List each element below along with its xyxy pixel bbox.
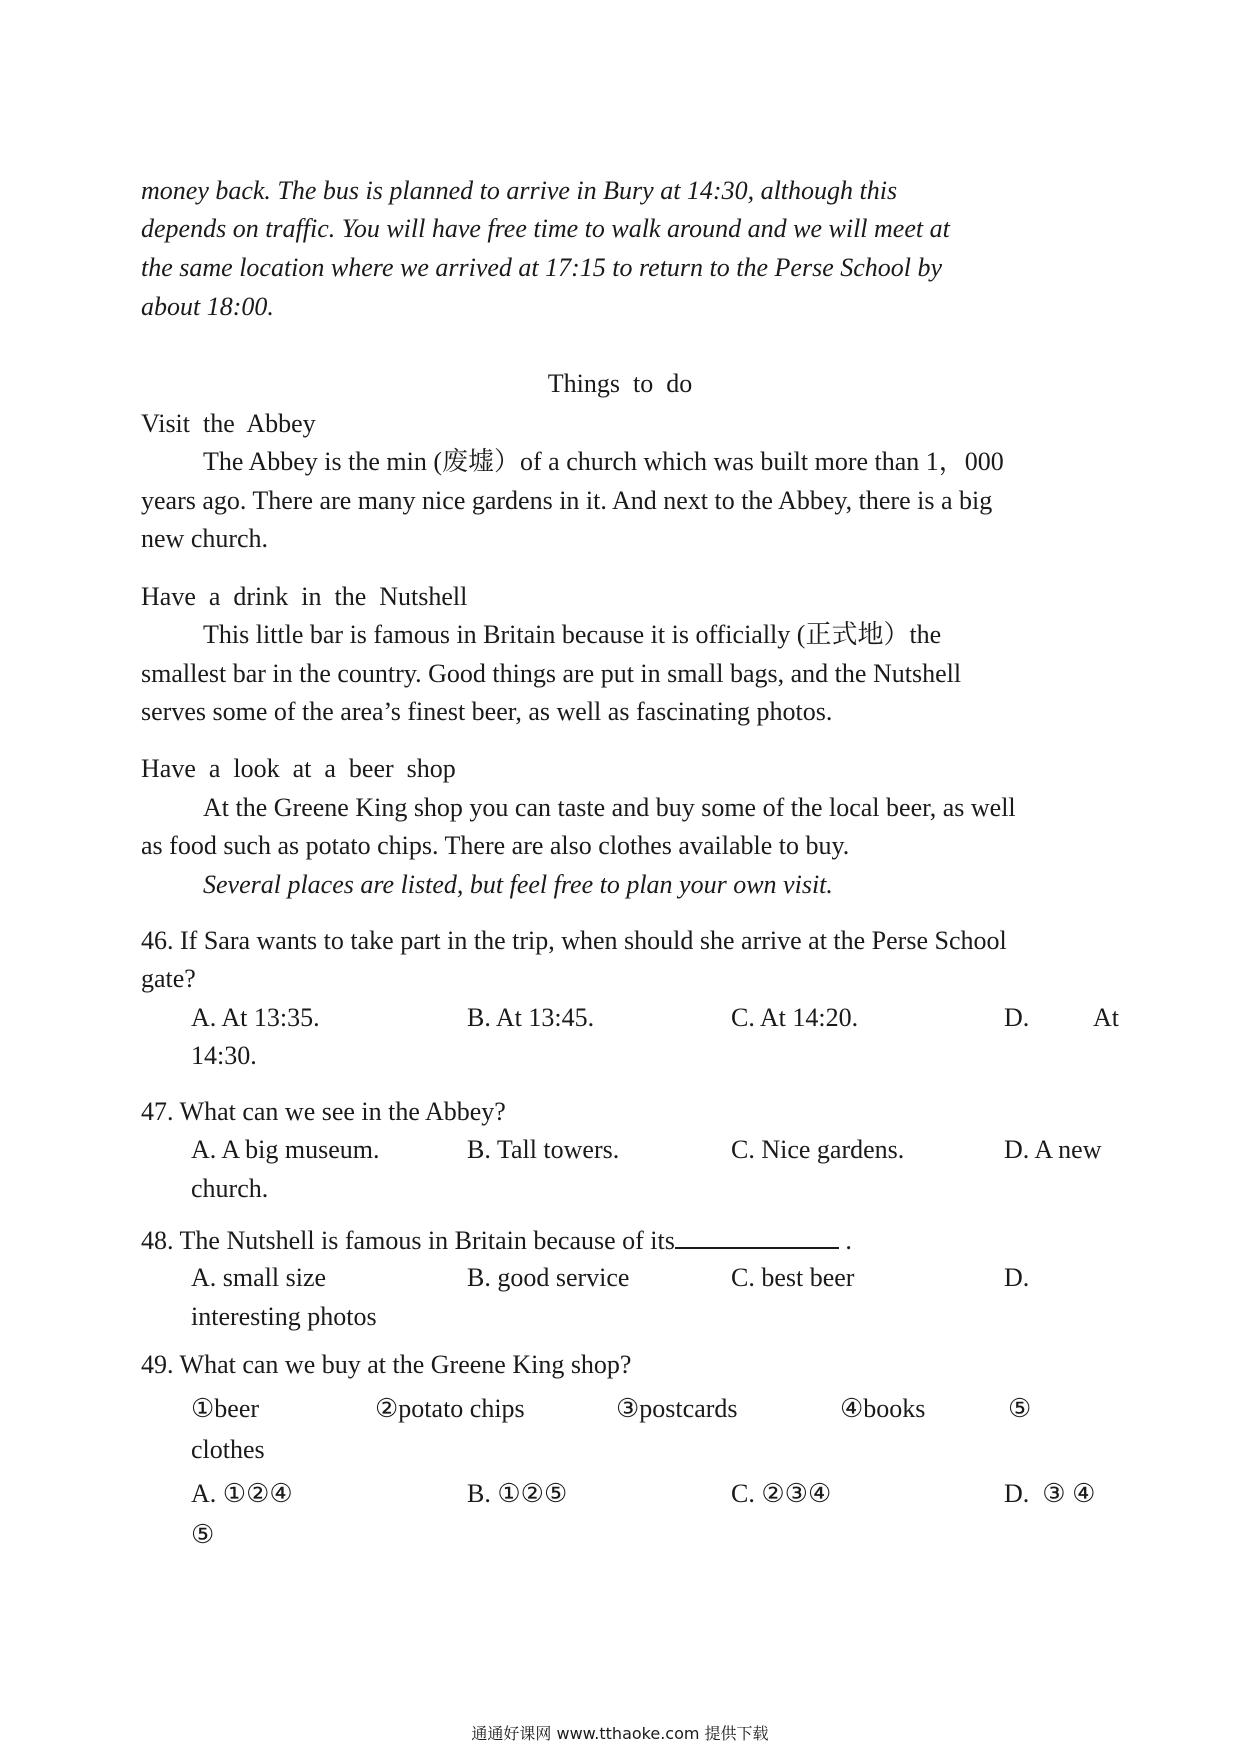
abbey-line-1: The Abbey is the min (废墟）of a church which was built more than 1，000 [203, 447, 1004, 476]
q47-option-a: A. A big museum. [191, 1135, 380, 1164]
q49-option-a: A. ①②④ [191, 1479, 293, 1508]
q46-option-b: B. At 13:45. [467, 1003, 595, 1032]
nutshell-line-2: smallest bar in the country. Good things are put in small bags, and the Nutshell [141, 659, 962, 688]
q46-stem-line-2: gate? [141, 964, 196, 993]
q49-option-d: D. ③ ④ [1004, 1479, 1096, 1508]
q46-option-d-rest: At [1093, 1003, 1119, 1032]
nutshell-line-1: This little bar is famous in Britain because it is officially (正式地）the [203, 620, 942, 649]
intro-line-4: about 18:00. [141, 292, 274, 321]
q48-option-d: D. [1004, 1263, 1030, 1292]
q47-option-d-cont: church. [191, 1174, 269, 1203]
q48-stem-end: . [845, 1226, 852, 1255]
q49-option-b: B. ①②⑤ [467, 1479, 568, 1508]
abbey-line-2: years ago. There are many nice gardens in it. And next to the Abbey, there is a big [141, 486, 993, 515]
q49-option-c: C. ②③④ [731, 1479, 832, 1508]
q46-option-a: A. At 13:35. [191, 1003, 320, 1032]
intro-line-2: depends on traffic. You will have free time to walk around and we will meet at [141, 214, 950, 243]
abbey-heading: Visit the Abbey [141, 409, 316, 438]
q46-stem-line-1: 46. If Sara wants to take part in the trip, when should she arrive at the Perse School [141, 926, 1007, 955]
q48-stem-text: 48. The Nutshell is famous in Britain because of its [141, 1226, 675, 1255]
q48-answer-blank [675, 1223, 839, 1249]
q47-stem: 47. What can we see in the Abbey? [141, 1097, 506, 1126]
q47-option-b: B. Tall towers. [467, 1135, 620, 1164]
q49-item-2: ②potato chips [375, 1394, 525, 1423]
q49-item-5-cont: clothes [191, 1435, 265, 1464]
q48-option-b: B. good service [467, 1263, 630, 1292]
q46-option-c: C. At 14:20. [731, 1003, 859, 1032]
q49-item-3: ③postcards [616, 1394, 738, 1423]
q49-item-4: ④books [840, 1394, 926, 1423]
beer-shop-note: Several places are listed, but feel free to plan your own visit. [203, 870, 833, 899]
page-footer: 通通好课网 www.tthaoke.com 提供下载 [471, 1724, 769, 1743]
nutshell-heading: Have a drink in the Nutshell [141, 582, 468, 611]
abbey-line-3: new church. [141, 524, 269, 553]
intro-line-1: money back. The bus is planned to arrive in Bury at 14:30, although this [141, 176, 898, 205]
q46-option-d-cont: 14:30. [191, 1041, 257, 1070]
things-to-do-heading: Things to do [547, 369, 693, 398]
q49-item-1: ①beer [191, 1394, 260, 1423]
q49-option-d-cont: ⑤ [191, 1520, 215, 1549]
q49-item-5: ⑤ [1008, 1394, 1032, 1423]
q48-option-d-cont: interesting photos [191, 1302, 377, 1331]
q48-stem [141, 1223, 852, 1256]
q47-option-d: D. A new [1004, 1135, 1102, 1164]
nutshell-line-3: serves some of the area’s finest beer, as well as fascinating photos. [141, 697, 833, 726]
beer-shop-heading: Have a look at a beer shop [141, 754, 456, 783]
beer-shop-line-1: At the Greene King shop you can taste and buy some of the local beer, as well [203, 793, 1016, 822]
q47-option-c: C. Nice gardens. [731, 1135, 905, 1164]
intro-line-3: the same location where we arrived at 17:15 to return to the Perse School by [141, 253, 943, 282]
q48-option-a: A. small size [191, 1263, 327, 1292]
q49-stem: 49. What can we buy at the Greene King shop? [141, 1350, 632, 1379]
q46-option-d-prefix: D. [1004, 1003, 1030, 1032]
beer-shop-line-2: as food such as potato chips. There are also clothes available to buy. [141, 831, 850, 860]
q48-option-c: C. best beer [731, 1263, 855, 1292]
